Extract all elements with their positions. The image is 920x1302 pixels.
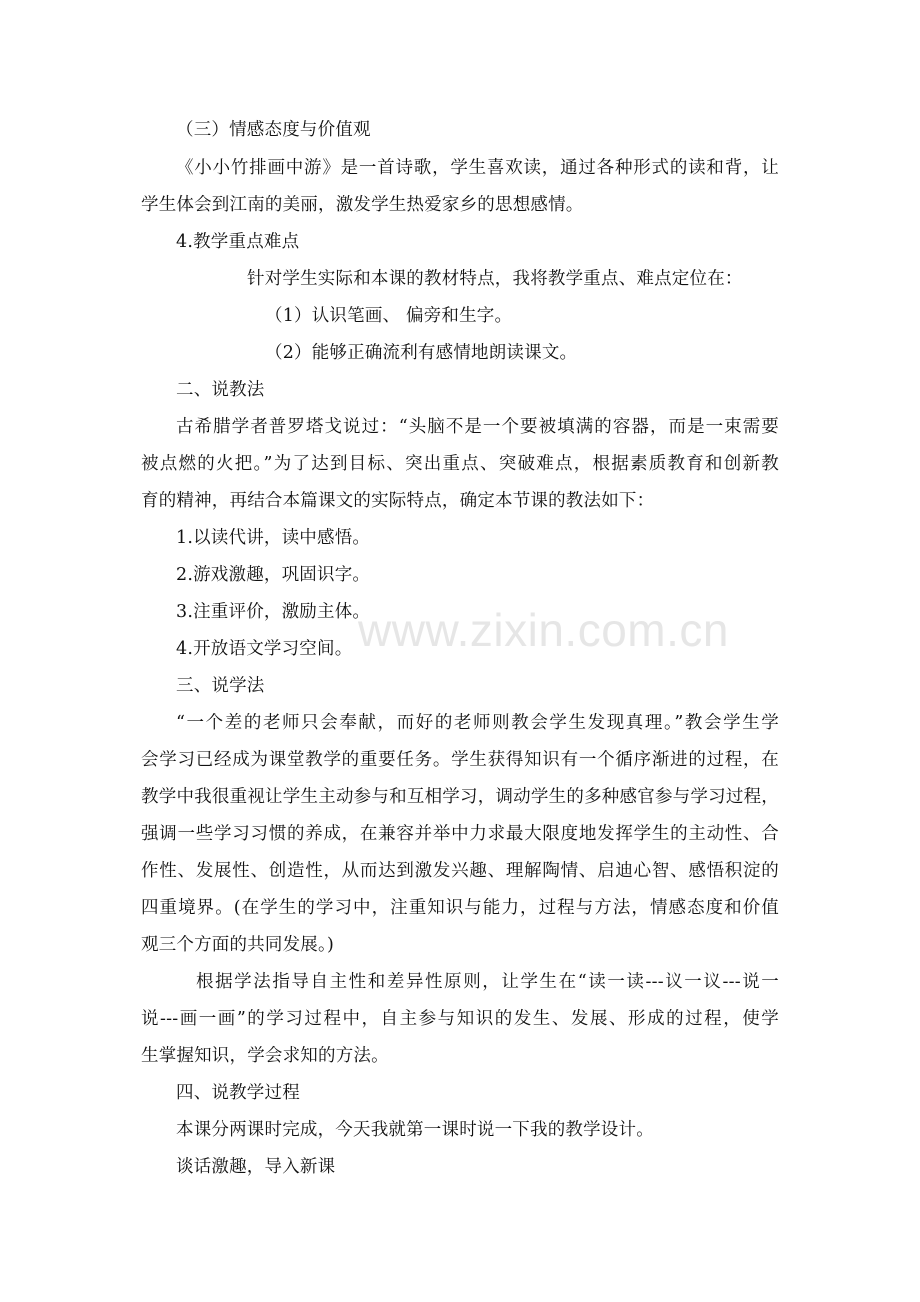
- heading-learning-method: 三、说学法: [176, 676, 265, 696]
- paragraph-line: 教学中我很重视让学生主动参与和互相学习，调动学生的多种感官参与学习过程，: [141, 787, 779, 807]
- list-item: 3.注重评价，激励主体。: [176, 602, 371, 622]
- list-item: 1.以读代讲，读中感悟。: [176, 528, 371, 548]
- paragraph-line: 生掌握知识，学会求知的方法。: [141, 1046, 389, 1066]
- paragraph-line: 针对学生实际和本课的教材特点，我将教学重点、难点定位在：: [247, 269, 743, 289]
- heading-teaching-process: 四、说教学过程: [176, 1083, 300, 1103]
- list-item: （2）能够正确流利有感情地朗读课文。: [265, 343, 578, 363]
- paragraph-line: “一个差的老师只会奉献，而好的老师则教会学生发现真理。”教会学生学: [176, 713, 779, 733]
- paragraph-line: 会学习已经成为课堂教学的重要任务。学生获得知识有一个循序渐进的过程，在: [141, 750, 779, 770]
- paragraph-line: 育的精神，再结合本篇课文的实际特点，确定本节课的教法如下：: [141, 491, 655, 511]
- heading-teaching-method: 二、说教法: [176, 380, 265, 400]
- paragraph-line: 作性、发展性、创造性，从而达到激发兴趣、理解陶情、启迪心智、感悟积淀的: [141, 861, 779, 881]
- paragraph-line: 强调一些学习习惯的养成，在兼容并举中力求最大限度地发挥学生的主动性、合: [141, 824, 779, 844]
- heading-key-difficulties: 4.教学重点难点: [176, 232, 300, 252]
- paragraph-line: 说---画一画”的学习过程中，自主参与知识的发生、发展、形成的过程，使学: [141, 1009, 779, 1029]
- paragraph-line: 根据学法指导自主性和差异性原则，让学生在“读一读---议一议---说一: [196, 972, 779, 992]
- paragraph-line: 谈话激趣，导入新课: [176, 1157, 336, 1177]
- paragraph-line: 观三个方面的共同发展。): [141, 935, 334, 955]
- list-item: 2.游戏激趣，巩固识字。: [176, 565, 371, 585]
- paragraph-line: 《小小竹排画中游》是一首诗歌，学生喜欢读，通过各种形式的读和背，让: [176, 158, 779, 178]
- paragraph-line: 本课分两课时完成，今天我就第一课时说一下我的教学设计。: [176, 1120, 654, 1140]
- list-item: （1）认识笔画、 偏旁和生字。: [265, 306, 513, 326]
- paragraph-line: 被点燃的火把。”为了达到目标、突出重点、突破难点，根据素质教育和创新教: [141, 454, 779, 474]
- paragraph-line: 古希腊学者普罗塔戈说过：“头脑不是一个要被填满的容器，而是一束需要: [176, 417, 779, 437]
- paragraph-line: 学生体会到江南的美丽，激发学生热爱家乡的思想感情。: [141, 195, 584, 215]
- watermark: www.zixin.com.cn: [358, 604, 729, 656]
- heading-emotion-values: （三）情感态度与价值观: [176, 120, 371, 140]
- paragraph-line: 四重境界。(在学生的学习中，注重知识与能力，过程与方法，情感态度和价值: [141, 898, 779, 918]
- list-item: 4.开放语文学习空间。: [176, 639, 353, 659]
